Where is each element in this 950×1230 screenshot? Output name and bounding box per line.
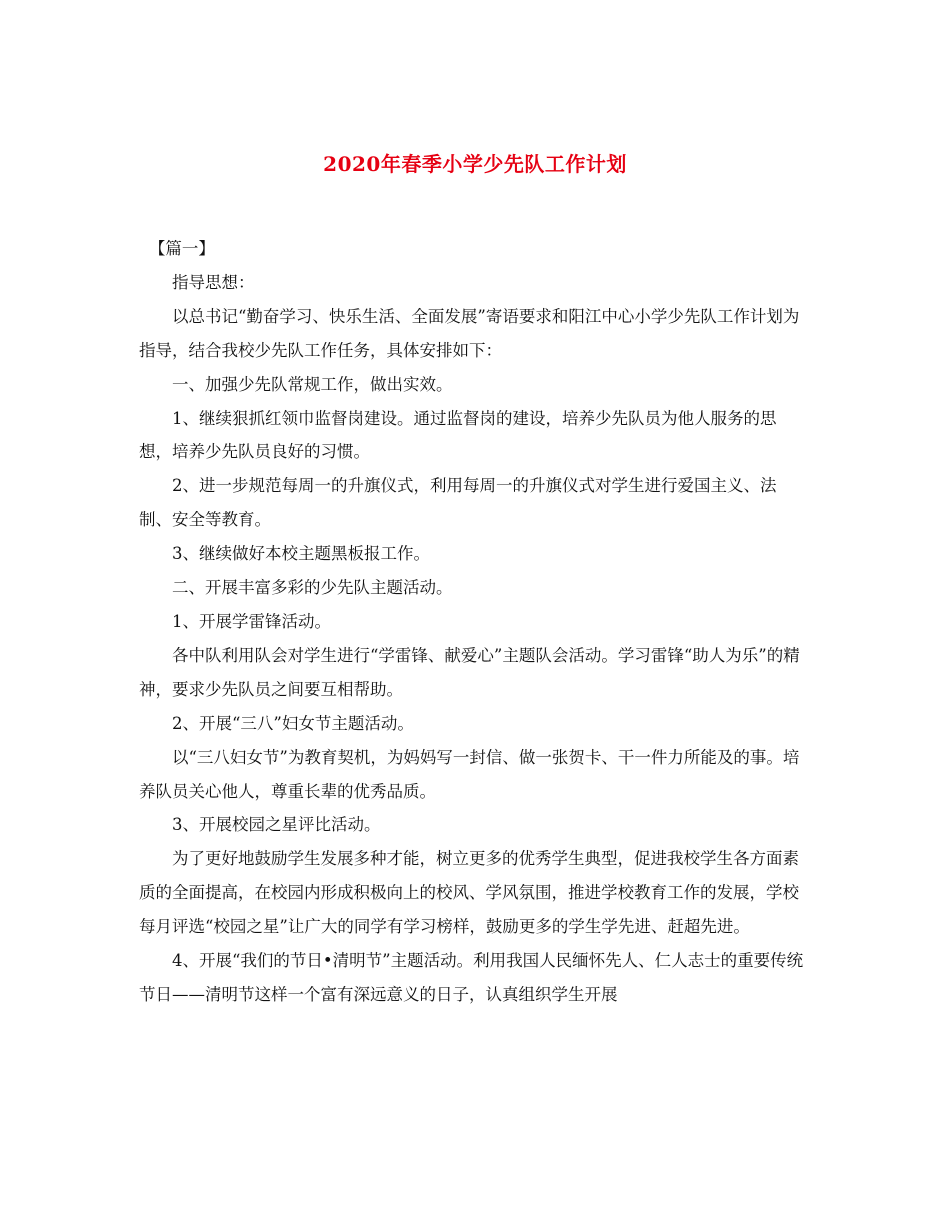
paragraph: 为了更好地鼓励学生发展多种才能，树立更多的优秀学生典型，促进我校学生各方面素质的全面提高，在校园内形成积极向上的校风、学风氛围，推进学校教育工作的发展，学校每月评选“校园之星”让广大的同学有学习榜样，鼓励更多的学生学先进、赶超先进。 [139, 849, 799, 937]
paragraph: 一、加强少先队常规工作，做出实效。 [172, 374, 453, 394]
paragraph: 1、开展学雷锋活动。 [172, 611, 331, 631]
paragraph: 3、继续做好本校主题黑板报工作。 [172, 544, 430, 564]
paragraph: 1、继续狠抓红领巾监督岗建设。通过监督岗的建设，培养少先队员为他人服务的思想，培养少先队员良好的习惯。 [139, 408, 777, 462]
paragraph: 二、开展丰富多彩的少先队主题活动。 [172, 578, 453, 598]
paragraph: 2、进一步规范每周一的升旗仪式，利用每周一的升旗仪式对学生进行爱国主义、法制、安全等教育。 [139, 476, 777, 530]
document-body [139, 232, 809, 1012]
paragraph: 以总书记“勤奋学习、快乐生活、全面发展”寄语要求和阳江中心小学少先队工作计划为指导，结合我校少先队工作任务，具体安排如下： [139, 306, 800, 360]
paragraph: 2、开展“三八”妇女节主题活动。 [172, 713, 414, 733]
paragraph: 4、开展“我们的节日•清明节”主题活动。利用我国人民缅怀先人、仁人志士的重要传统节日——清明节这样一个富有深远意义的日子，认真组织学生开展 [139, 951, 804, 1004]
paragraph: 各中队利用队会对学生进行“学雷锋、献爱心”主题队会活动。学习雷锋“助人为乐”的精神，要求少先队员之间要互相帮助。 [139, 645, 800, 699]
document-title: 2020年春季小学少先队工作计划 [323, 152, 627, 176]
paragraph: 指导思想： [172, 272, 255, 292]
section-heading: 【篇一】 [148, 239, 215, 258]
paragraph: 3、开展校园之星评比活动。 [172, 815, 381, 835]
paragraph: 以“三八妇女节”为教育契机，为妈妈写一封信、做一张贺卡、干一件力所能及的事。培养队员关心他人，尊重长辈的优秀品质。 [139, 747, 800, 801]
